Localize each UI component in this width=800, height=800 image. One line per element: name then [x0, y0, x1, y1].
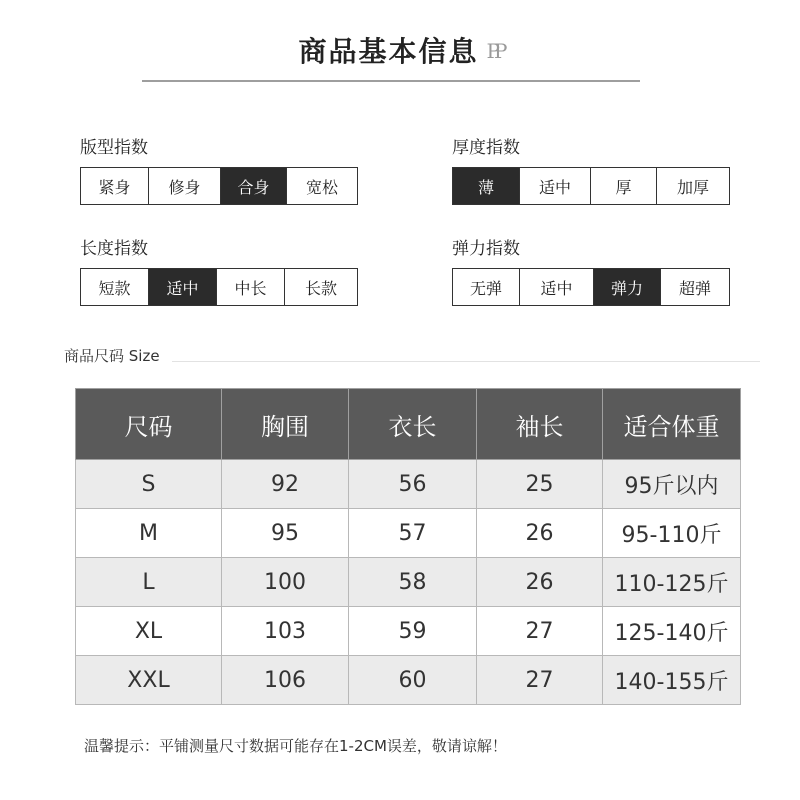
column-header-weight: 适合体重 [603, 389, 741, 460]
table-row [76, 558, 741, 607]
elasticity-index-label: 弹力指数 [452, 239, 520, 259]
length-cell: 58 [349, 558, 477, 607]
length-cell: 59 [349, 607, 477, 656]
fit-option: 合身 [221, 168, 287, 204]
length-cell: 60 [349, 656, 477, 705]
length-cell: 56 [349, 460, 477, 509]
length-index-scale [80, 268, 358, 306]
sleeve-cell: 25 [477, 460, 603, 509]
elasticity-index-group [452, 237, 730, 306]
column-header-chest: 胸围 [222, 389, 349, 460]
fit-option: 修身 [149, 168, 221, 204]
column-header-sleeve: 袖长 [477, 389, 603, 460]
elasticity-option: 弹力 [594, 269, 661, 305]
weight-cell: 140-155斤 [603, 656, 741, 705]
length-option: 长款 [285, 269, 357, 305]
measurement-disclaimer: 温馨提示：平铺测量尺寸数据可能存在1-2CM误差，敬请谅解！ [84, 737, 507, 755]
size-chart-table [75, 388, 741, 705]
length-index-label: 长度指数 [80, 239, 148, 259]
column-header-size: 尺码 [76, 389, 222, 460]
weight-cell: 95斤以内 [603, 460, 741, 509]
title-divider [142, 80, 640, 82]
chest-cell: 92 [222, 460, 349, 509]
sleeve-cell: 27 [477, 656, 603, 705]
fit-index-group [80, 136, 358, 205]
length-index-group [80, 237, 358, 306]
column-header-length: 衣长 [349, 389, 477, 460]
weight-cell: 95-110斤 [603, 509, 741, 558]
size-cell: L [76, 558, 222, 607]
page-title-text: 商品基本信息 [298, 35, 479, 68]
length-option: 短款 [81, 269, 149, 305]
thickness-option: 厚 [591, 168, 657, 204]
thickness-index-scale [452, 167, 730, 205]
fit-option: 紧身 [81, 168, 149, 204]
size-cell: XL [76, 607, 222, 656]
elasticity-option: 适中 [520, 269, 594, 305]
thickness-index-label: 厚度指数 [452, 138, 520, 158]
length-option: 适中 [149, 269, 217, 305]
size-section-heading: 商品尺码 Size [64, 347, 160, 365]
length-option: 中长 [217, 269, 285, 305]
chest-cell: 95 [222, 509, 349, 558]
size-section-divider [172, 361, 760, 362]
chest-cell: 106 [222, 656, 349, 705]
weight-cell: 110-125斤 [603, 558, 741, 607]
size-table-header-row [76, 389, 741, 460]
chest-cell: 100 [222, 558, 349, 607]
fit-index-label: 版型指数 [80, 138, 148, 158]
page-title [0, 32, 800, 73]
fit-option: 宽松 [287, 168, 357, 204]
table-row [76, 656, 741, 705]
sleeve-cell: 26 [477, 509, 603, 558]
elasticity-index-scale [452, 268, 730, 306]
size-cell: XXL [76, 656, 222, 705]
elasticity-option: 超弹 [661, 269, 729, 305]
elasticity-option: 无弹 [453, 269, 520, 305]
sleeve-cell: 27 [477, 607, 603, 656]
table-row [76, 509, 741, 558]
thickness-option: 薄 [453, 168, 520, 204]
thickness-option: 加厚 [657, 168, 729, 204]
size-cell: M [76, 509, 222, 558]
thickness-option: 适中 [520, 168, 591, 204]
size-cell: S [76, 460, 222, 509]
chest-cell: 103 [222, 607, 349, 656]
fit-index-scale [80, 167, 358, 205]
thickness-index-group [452, 136, 730, 205]
brand-logo-icon: PP [486, 39, 502, 63]
length-cell: 57 [349, 509, 477, 558]
sleeve-cell: 26 [477, 558, 603, 607]
table-row [76, 460, 741, 509]
table-row [76, 607, 741, 656]
weight-cell: 125-140斤 [603, 607, 741, 656]
